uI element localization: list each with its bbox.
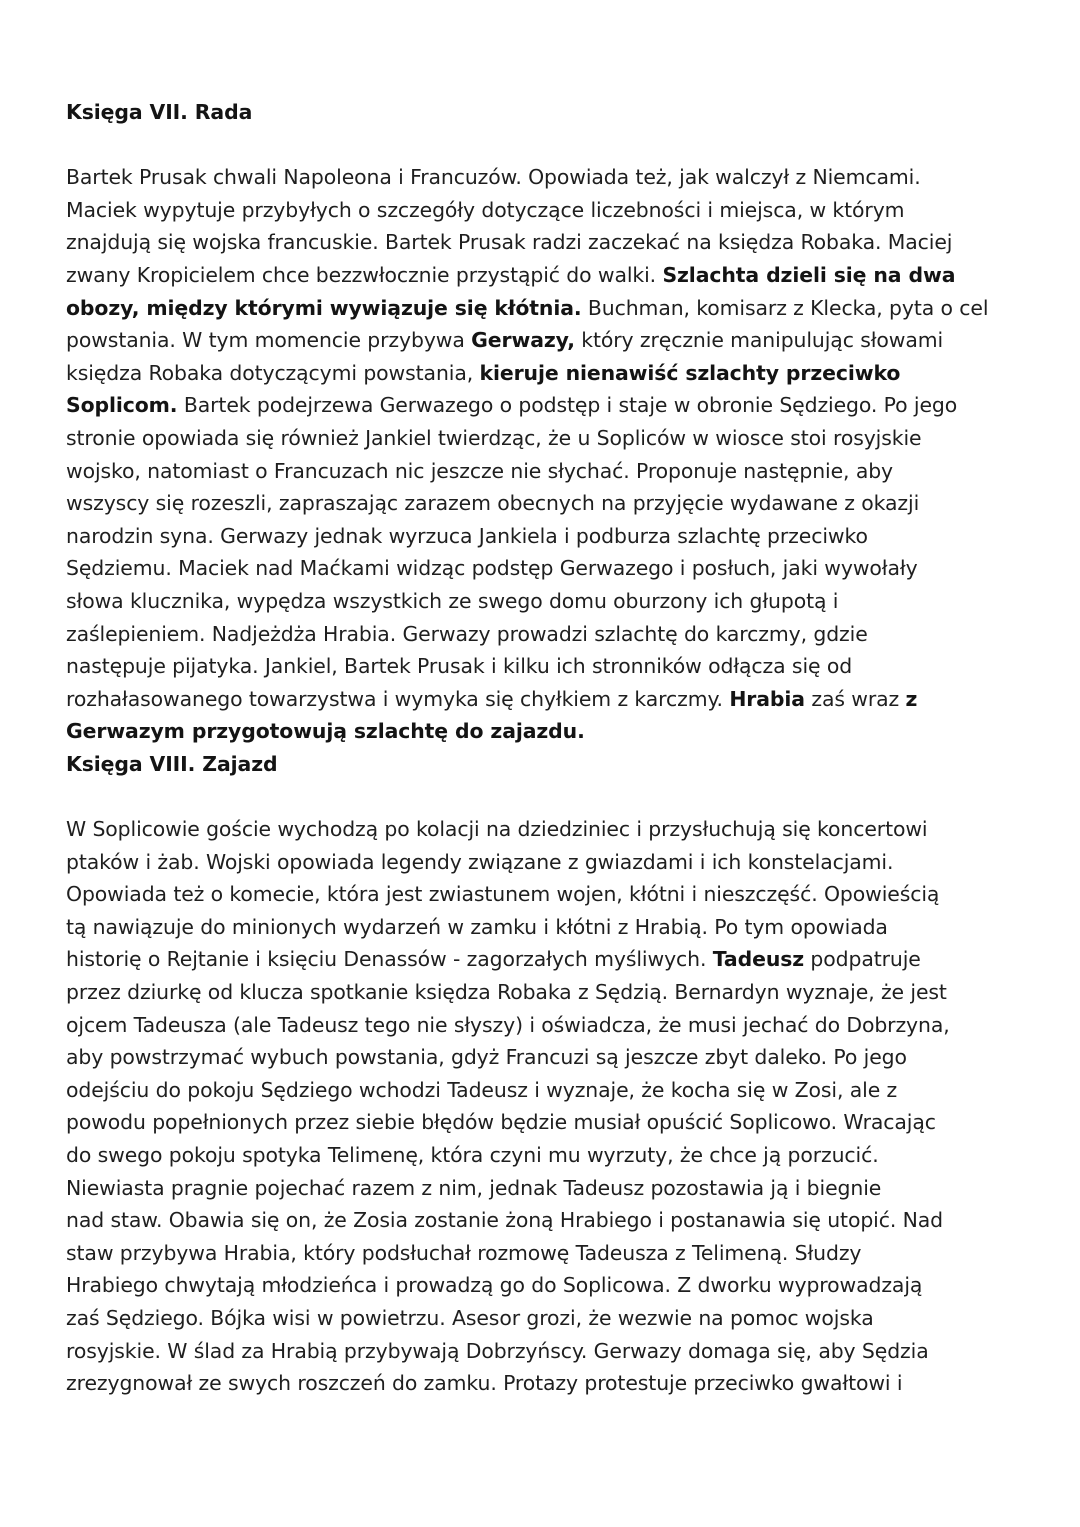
text-line: księdza Robaka dotyczącymi powstania, kieruje nienawiść szlachty przeciwko [66, 360, 901, 385]
bold-phrase: Gerwazym przygotowują szlachtę do zajazdu. [66, 719, 585, 744]
spacer [66, 129, 1028, 162]
text-line: powstania. W tym momencie przybywa Gerwazy, który zręcznie manipulując słowami [66, 328, 944, 353]
text-line: Hrabiego chwytają młodzieńca i prowadzą go do Soplicowa. Z dworku wyprowadzają [66, 1273, 923, 1298]
text-line: odejściu do pokoju Sędziego wchodzi Tadeusz i wyznaje, że kocha się w Zosi, ale z [66, 1077, 898, 1102]
text-line: wojsko, natomiast o Francuzach nic jeszcze nie słychać. Proponuje następnie, aby [66, 458, 894, 483]
text-line: zaś Sędziego. Bójka wisi w powietrzu. Asesor grozi, że wezwie na pomoc wojska [66, 1305, 874, 1330]
text-line: przez dziurkę od klucza spotkanie księdza Robaka z Sędzią. Bernardyn wyznaje, że jest [66, 980, 947, 1005]
text-line: historię o Rejtanie i księciu Denassów - zagorzałych myśliwych. Tadeusz podpatruje [66, 947, 921, 972]
text-line: zwany Kropicielem chce bezzwłocznie przystąpić do walki. Szlachta dzieli się na dwa [66, 262, 956, 287]
text-line: stronie opowiada się również Jankiel twierdząc, że u Sopliców w wiosce stoi rosyjskie [66, 425, 922, 450]
text-line: do swego pokoju spotyka Telimenę, która czyni mu wyrzuty, że chce ją porzucić. [66, 1143, 879, 1167]
text-line: ptaków i żab. Wojski opowiada legendy związane z gwiazdami i ich konstelacjami. [66, 849, 894, 874]
bold-phrase: Soplicom. [66, 393, 178, 418]
text-line: narodzin syna. Gerwazy jednak wyrzuca Jankiela i podburza szlachtę przeciwko [66, 523, 868, 548]
text-line: słowa klucznika, wypędza wszystkich ze swego domu oburzony ich głupotą i [66, 588, 839, 613]
text-line: Sędziemu. Maciek nad Maćkami widząc podstęp Gerwazego i posłuch, jaki wywołały [66, 556, 918, 581]
text-line: Niewiasta pragnie pojechać razem z nim, jednak Tadeusz pozostawia ją i biegnie [66, 1175, 882, 1200]
bold-phrase: kieruje nienawiść szlachty przeciwko [479, 360, 901, 385]
bold-phrase: Tadeusz [712, 947, 805, 972]
text-line: tą nawiązuje do minionych wydarzeń w zamku i kłótni z Hrabią. Po tym opowiada [66, 914, 888, 939]
bold-phrase: z [905, 686, 918, 711]
text-line: staw przybywa Hrabia, który podsłuchał rozmowę Tadeusza z Telimeną. Słudzy [66, 1240, 862, 1265]
bold-phrase: obozy, między którymi wywiązuje się kłótnia. [66, 295, 582, 320]
heading-book-8: Księga VIII. Zajazd [66, 751, 278, 776]
text-line: rosyjskie. W ślad za Hrabią przybywają Dobrzyńscy. Gerwazy domaga się, aby Sędzia [66, 1338, 929, 1363]
text-line: Opowiada też o komecie, która jest zwiastunem wojen, kłótni i nieszczęść. Opowieścią [66, 882, 940, 907]
text-line: W Soplicowie goście wychodzą po kolacji na dziedziniec i przysłuchują się koncertowi [66, 817, 928, 842]
bold-phrase: Szlachta dzieli się na dwa [662, 262, 956, 287]
text-line: rozhałasowanego towarzystwa i wymyka się chyłkiem z karczmy. Hrabia zaś wraz z [66, 686, 918, 711]
text-line [66, 715, 1028, 748]
text-line: ojcem Tadeusza (ale Tadeusz tego nie słyszy) i oświadcza, że musi jechać do Dobrzyna, [66, 1012, 950, 1037]
text-line: Bartek Prusak chwali Napoleona i Francuzów. Opowiada też, jak walczył z Niemcami. [66, 165, 921, 190]
summary-book-8 [66, 813, 1028, 1400]
text-line: powodu popełnionych przez siebie błędów będzie musiał opuścić Soplicowo. Wracając [66, 1110, 936, 1135]
heading-book-7: Księga VII. Rada [66, 100, 253, 124]
text-line: zaślepieniem. Nadjeżdża Hrabia. Gerwazy prowadzi szlachtę do karczmy, gdzie [66, 621, 868, 646]
text-line: aby powstrzymać wybuch powstania, gdyż Francuzi są jeszcze zbyt daleko. Po jego [66, 1045, 907, 1070]
spacer [66, 780, 1028, 813]
text-line: Maciek wypytuje przybyłych o szczegóły dotyczące liczebności i miejsca, w którym [66, 197, 905, 222]
text-line: następuje pijatyka. Jankiel, Bartek Prusak i kilku ich stronników odłącza się od [66, 654, 853, 679]
text-line: znajdują się wojska francuskie. Bartek Prusak radzi zaczekać na księdza Robaka. Maciej [66, 230, 953, 255]
document-content [66, 96, 1028, 1400]
text-line: obozy, między którymi wywiązuje się kłótnia. Buchman, komisarz z Klecka, pyta o cel [66, 295, 989, 320]
text-line: wszyscy się rozeszli, zapraszając zarazem obecnych na przyjęcie wydawane z okazji [66, 491, 920, 516]
text-line: Soplicom. Bartek podejrzewa Gerwazego o podstęp i staje w obronie Sędziego. Po jego [66, 393, 958, 418]
bold-phrase: Gerwazy, [471, 328, 575, 353]
bold-phrase: Hrabia [729, 686, 805, 711]
text-line: zrezygnował ze swych roszczeń do zamku. Protazy protestuje przeciwko gwałtowi i [66, 1371, 903, 1396]
summary-book-7 [66, 161, 1028, 748]
text-line: nad staw. Obawia się on, że Zosia zostanie żoną Hrabiego i postanawia się utopić. Nad [66, 1208, 943, 1233]
